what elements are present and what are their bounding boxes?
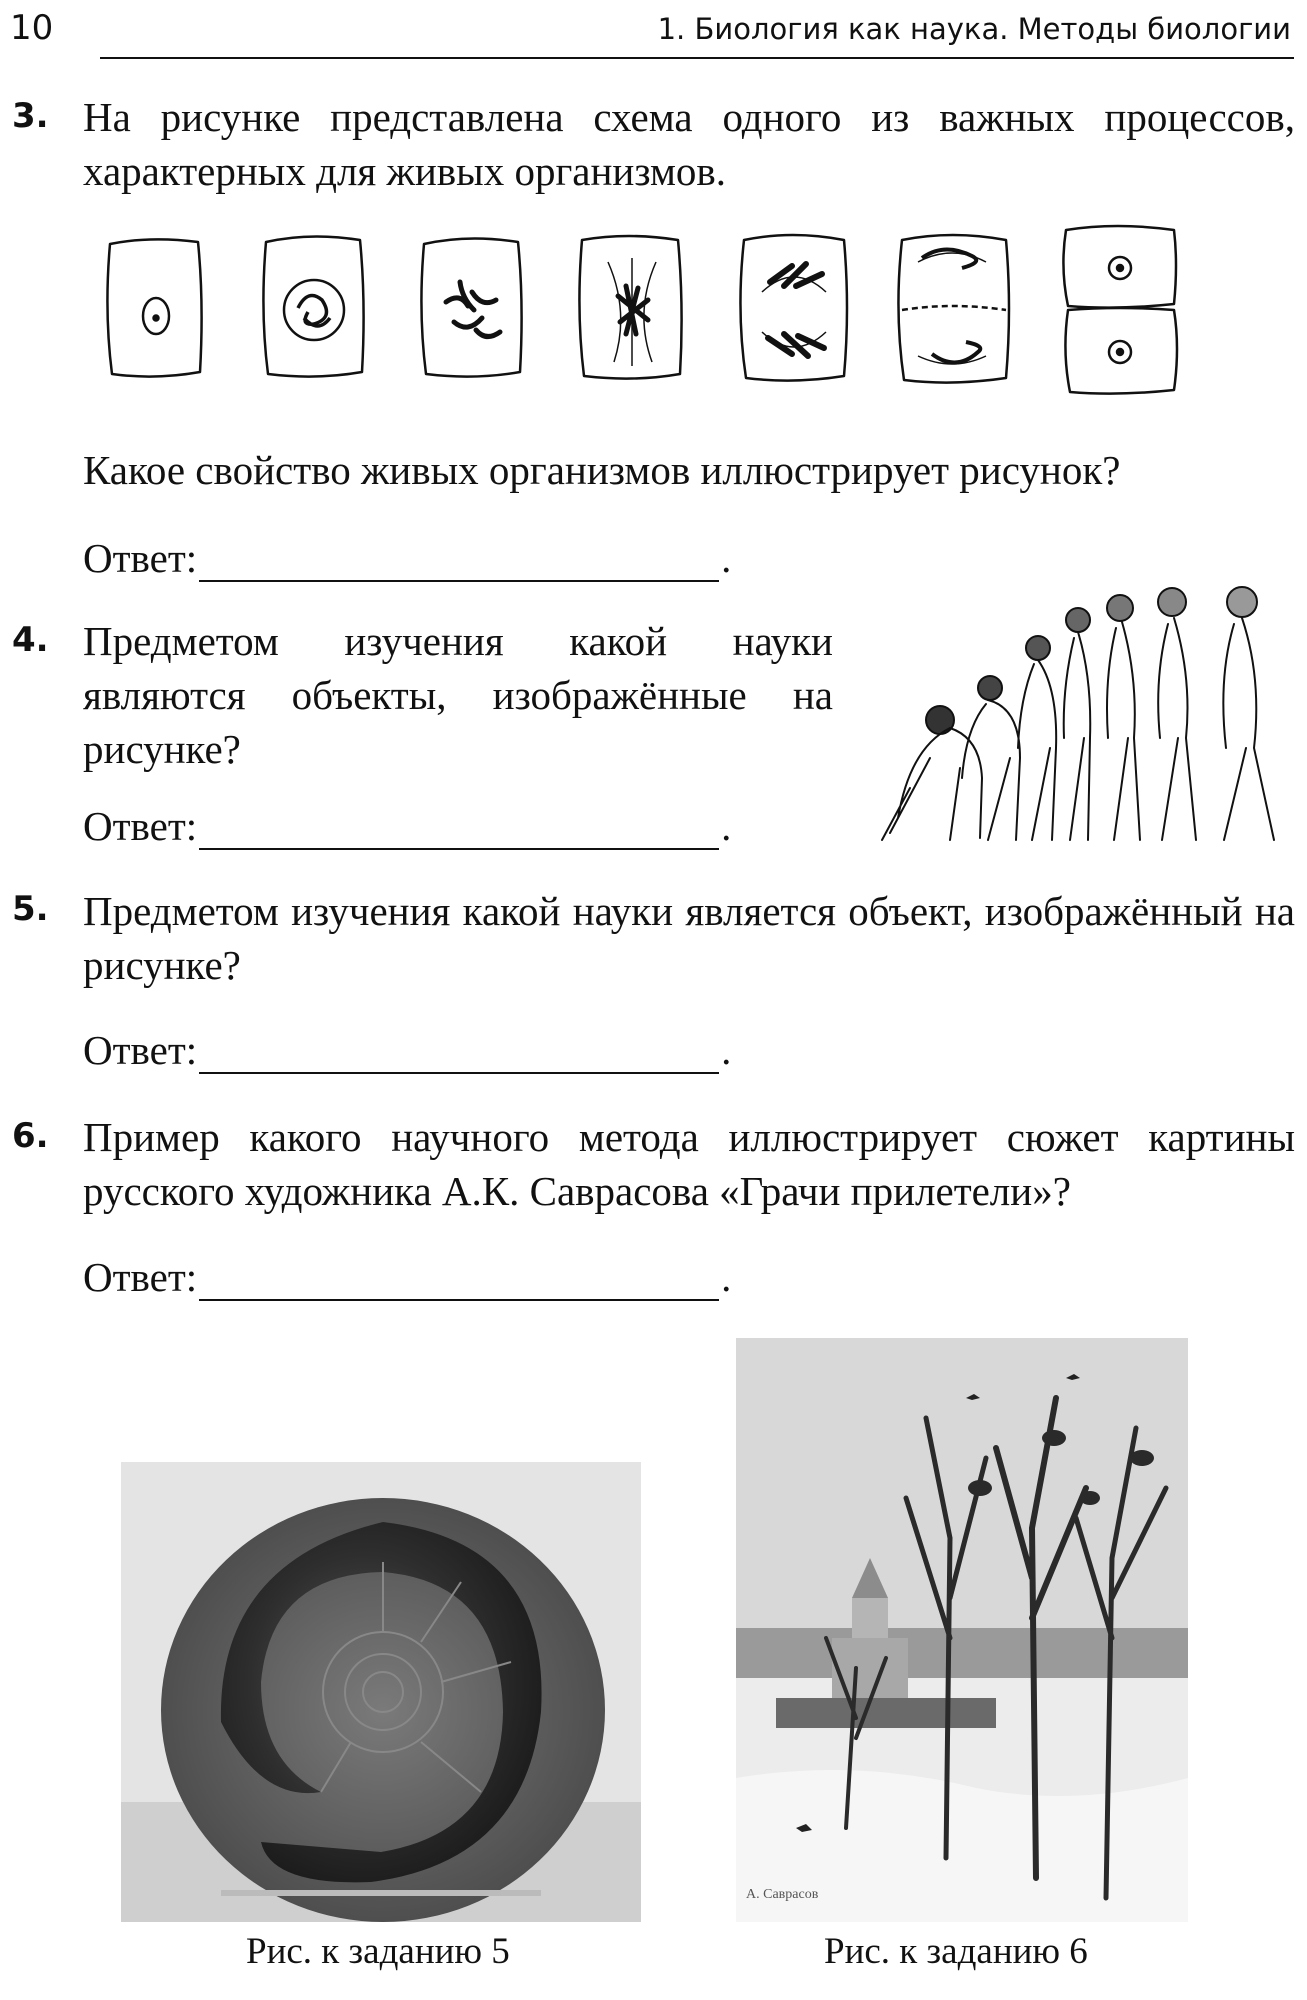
answer-line[interactable] xyxy=(199,810,719,850)
answer-line[interactable] xyxy=(199,1034,719,1074)
figure-5-caption: Рис. к заданию 5 xyxy=(246,1931,510,1972)
painting-signature: А. Саврасов xyxy=(746,1887,819,1902)
cell-prometaphase xyxy=(421,238,521,376)
ammonite-photo xyxy=(121,1462,641,1922)
running-title: 1. Биология как наука. Методы биологии xyxy=(657,12,1291,46)
hominid-3 xyxy=(1018,636,1056,840)
hominid-1 xyxy=(882,706,982,840)
question-3-number: 3. xyxy=(12,96,49,136)
answer-label: Ответ: xyxy=(83,1027,198,1073)
question-5-text: Предметом изучения какой науки является объект, изображённый на рисунке? xyxy=(83,888,1295,988)
cell-metaphase xyxy=(579,236,681,379)
answer-label: Ответ: xyxy=(83,1254,198,1300)
answer-line[interactable] xyxy=(199,542,719,582)
hominid-4 xyxy=(1064,608,1091,840)
cell-daughters xyxy=(1063,226,1177,394)
figure-6-caption: Рис. к заданию 6 xyxy=(824,1931,1088,1972)
question-3-answer xyxy=(83,534,731,582)
answer-end: . xyxy=(721,803,732,849)
question-5-number: 5. xyxy=(12,889,49,929)
answer-end: . xyxy=(721,1027,732,1073)
cell-telophase xyxy=(898,235,1009,383)
question-6-answer xyxy=(83,1253,731,1301)
hominid-7 xyxy=(1223,587,1274,840)
hominid-5 xyxy=(1107,595,1140,840)
cell-interphase xyxy=(107,239,201,376)
page-number: 10 xyxy=(10,8,54,48)
painting-horizon xyxy=(736,1628,1188,1678)
question-3-subquestion: Какое свойство живых организмов иллюстрирует рисунок? xyxy=(83,447,1121,493)
painting-sky xyxy=(736,1338,1188,1638)
question-4-text: Предметом изучения какой науки являются объекты, изображённые на рисунке? xyxy=(83,618,833,772)
answer-label: Ответ: xyxy=(83,803,198,849)
answer-end: . xyxy=(721,1254,732,1300)
mitosis-diagram xyxy=(100,222,1270,402)
header-rule xyxy=(100,57,1294,59)
question-3-text: На рисунке представлена схема одного из важных процессов, характерных для живых организмов. xyxy=(83,94,1295,194)
question-4-number: 4. xyxy=(12,620,49,660)
question-4-answer xyxy=(83,802,731,850)
question-5-answer xyxy=(83,1026,731,1074)
question-6-number: 6. xyxy=(12,1116,49,1156)
answer-line[interactable] xyxy=(199,1261,719,1301)
question-6-text: Пример какого научного метода иллюстрирует сюжет картины русского художника А.К. Саврасова «Грачи прилетели»? xyxy=(83,1114,1295,1214)
answer-end: . xyxy=(721,535,732,581)
cell-anaphase xyxy=(740,235,847,381)
hominid-6 xyxy=(1158,588,1196,840)
hominid-2 xyxy=(962,676,1020,840)
human-evolution-figure xyxy=(870,578,1290,858)
painting-rooks-arrived xyxy=(736,1338,1188,1922)
painting-fence xyxy=(776,1698,996,1728)
cell-prophase xyxy=(263,236,363,376)
answer-label: Ответ: xyxy=(83,535,198,581)
